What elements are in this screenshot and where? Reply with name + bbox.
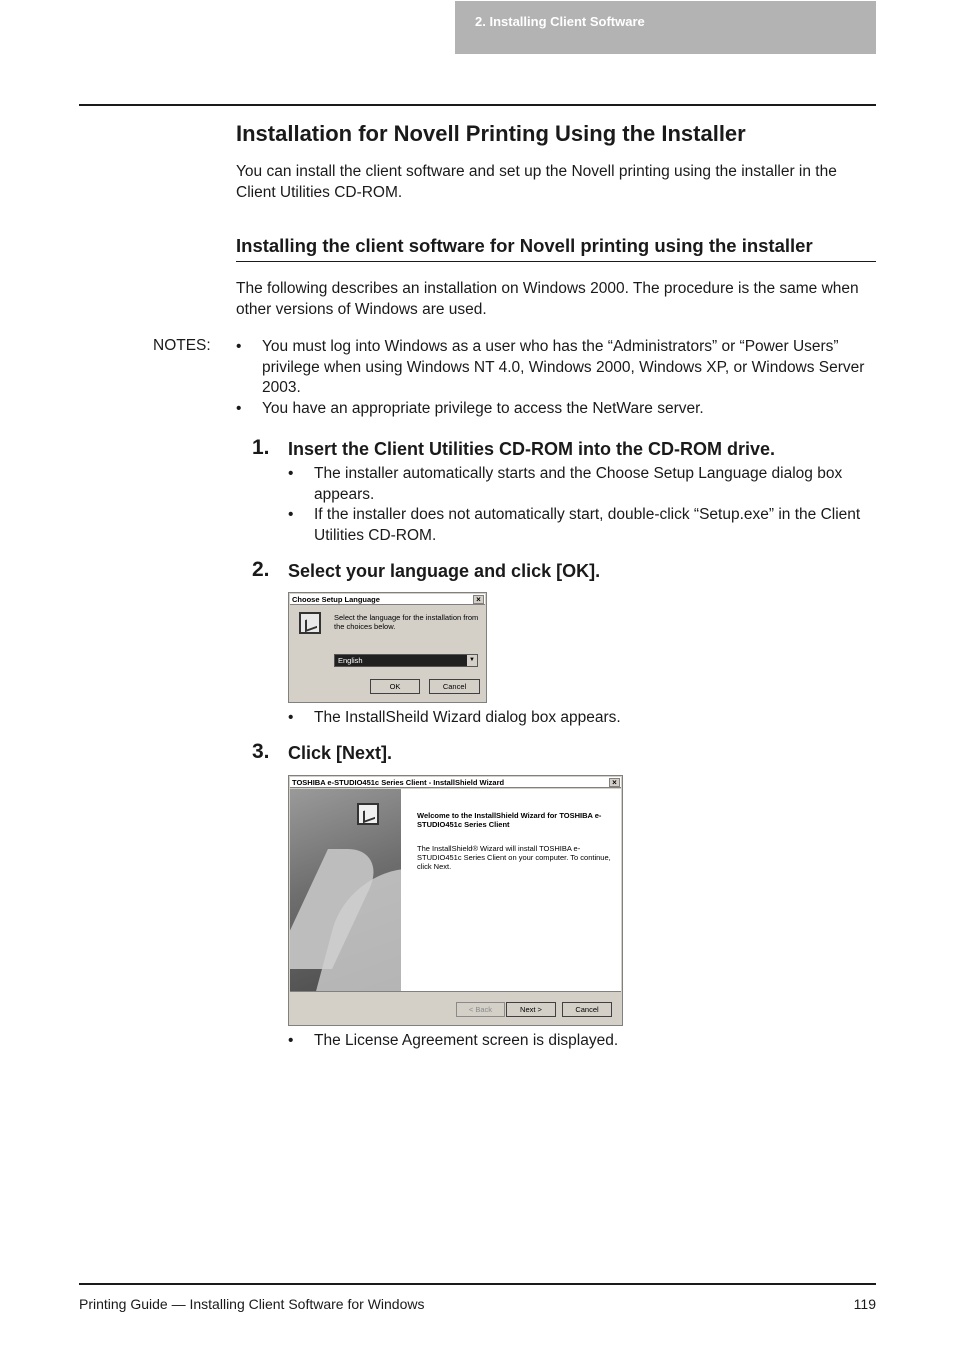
section-title: Installation for Novell Printing Using the Installer xyxy=(236,121,746,146)
cancel-button[interactable]: Cancel xyxy=(562,1002,612,1017)
step-2-number: 2. xyxy=(252,558,270,581)
step-1-bullets xyxy=(288,464,878,546)
step-bullet: • The InstallSheild Wizard dialog box appears. xyxy=(288,708,878,729)
step-1-number: 1. xyxy=(252,436,270,459)
wizard-heading: Welcome to the InstallShield Wizard for TOSHIBA e-STUDIO451c Series Client xyxy=(417,811,602,829)
step-bullet: • If the installer does not automatically start, double-click “Setup.exe” in the Client Utilities CD-ROM. xyxy=(288,505,878,546)
footer-title: Printing Guide — Installing Client Software for Windows xyxy=(79,1296,425,1312)
back-button[interactable]: < Back xyxy=(456,1002,505,1017)
step-bullet: • The installer automatically starts and the Choose Setup Language dialog box appears. xyxy=(288,464,878,505)
page-number: 119 xyxy=(853,1296,876,1312)
next-button[interactable]: Next > xyxy=(506,1002,556,1017)
notes-list xyxy=(236,337,876,419)
step-3-text: Click [Next]. xyxy=(288,743,393,763)
chevron-down-icon[interactable]: ▼ xyxy=(467,655,477,666)
language-selected-value: English xyxy=(338,656,363,665)
notes-label: NOTES: xyxy=(153,337,211,354)
dialog-titlebar xyxy=(290,594,485,605)
wizard-separator xyxy=(290,991,621,992)
step-2-text: Select your language and click [OK]. xyxy=(288,561,601,581)
note-item: • You must log into Windows as a user who has the “Administrators” or “Power Users” privilege when using Windows NT 4.0, Windows 2000, Windows XP, or Windows Server 2003. xyxy=(236,337,876,399)
step-2-bullets xyxy=(288,708,878,729)
close-icon[interactable]: × xyxy=(609,778,620,787)
step-1-text: Insert the Client Utilities CD-ROM into the CD-ROM drive. xyxy=(288,439,776,459)
note-item: • You have an appropriate privilege to access the NetWare server. xyxy=(236,399,876,420)
chapter-tab-label: 2. Installing Client Software xyxy=(475,14,645,29)
subsection-title: Installing the client software for Novell printing using the installer xyxy=(236,235,876,262)
installshield-wizard-dialog xyxy=(288,775,623,1026)
dialog-title: TOSHIBA e-STUDIO451c Series Client - InstallShield Wizard xyxy=(292,778,505,787)
dialog-title: Choose Setup Language xyxy=(292,595,380,604)
close-icon[interactable]: × xyxy=(473,595,484,604)
language-select[interactable] xyxy=(334,654,478,667)
chapter-tab xyxy=(455,1,876,54)
bottom-divider xyxy=(79,1283,876,1285)
wizard-body-text: The InstallShield® Wizard will install TOSHIBA e-STUDIO451c Series Client on your computer. To continue, click Next. xyxy=(417,844,611,871)
section-intro: You can install the client software and set up the Novell printing using the installer in the Client Utilities CD-ROM. xyxy=(236,163,837,201)
top-divider xyxy=(79,104,876,106)
step-3-number: 3. xyxy=(252,740,270,763)
language-prompt: Select the language for the installation from the choices below. xyxy=(334,613,479,631)
cancel-button[interactable]: Cancel xyxy=(429,679,480,694)
choose-setup-language-dialog xyxy=(288,592,487,703)
ok-button[interactable]: OK xyxy=(370,679,420,694)
subsection-description: The following describes an installation on Windows 2000. The procedure is the same when other versions of Windows are used. xyxy=(236,280,859,318)
step-bullet: • The License Agreement screen is displayed. xyxy=(288,1031,878,1052)
dialog-titlebar xyxy=(290,777,621,788)
step-3-bullets xyxy=(288,1031,878,1052)
setup-computer-icon xyxy=(299,612,321,634)
setup-computer-icon xyxy=(357,803,379,825)
wizard-side-graphic xyxy=(290,789,401,991)
